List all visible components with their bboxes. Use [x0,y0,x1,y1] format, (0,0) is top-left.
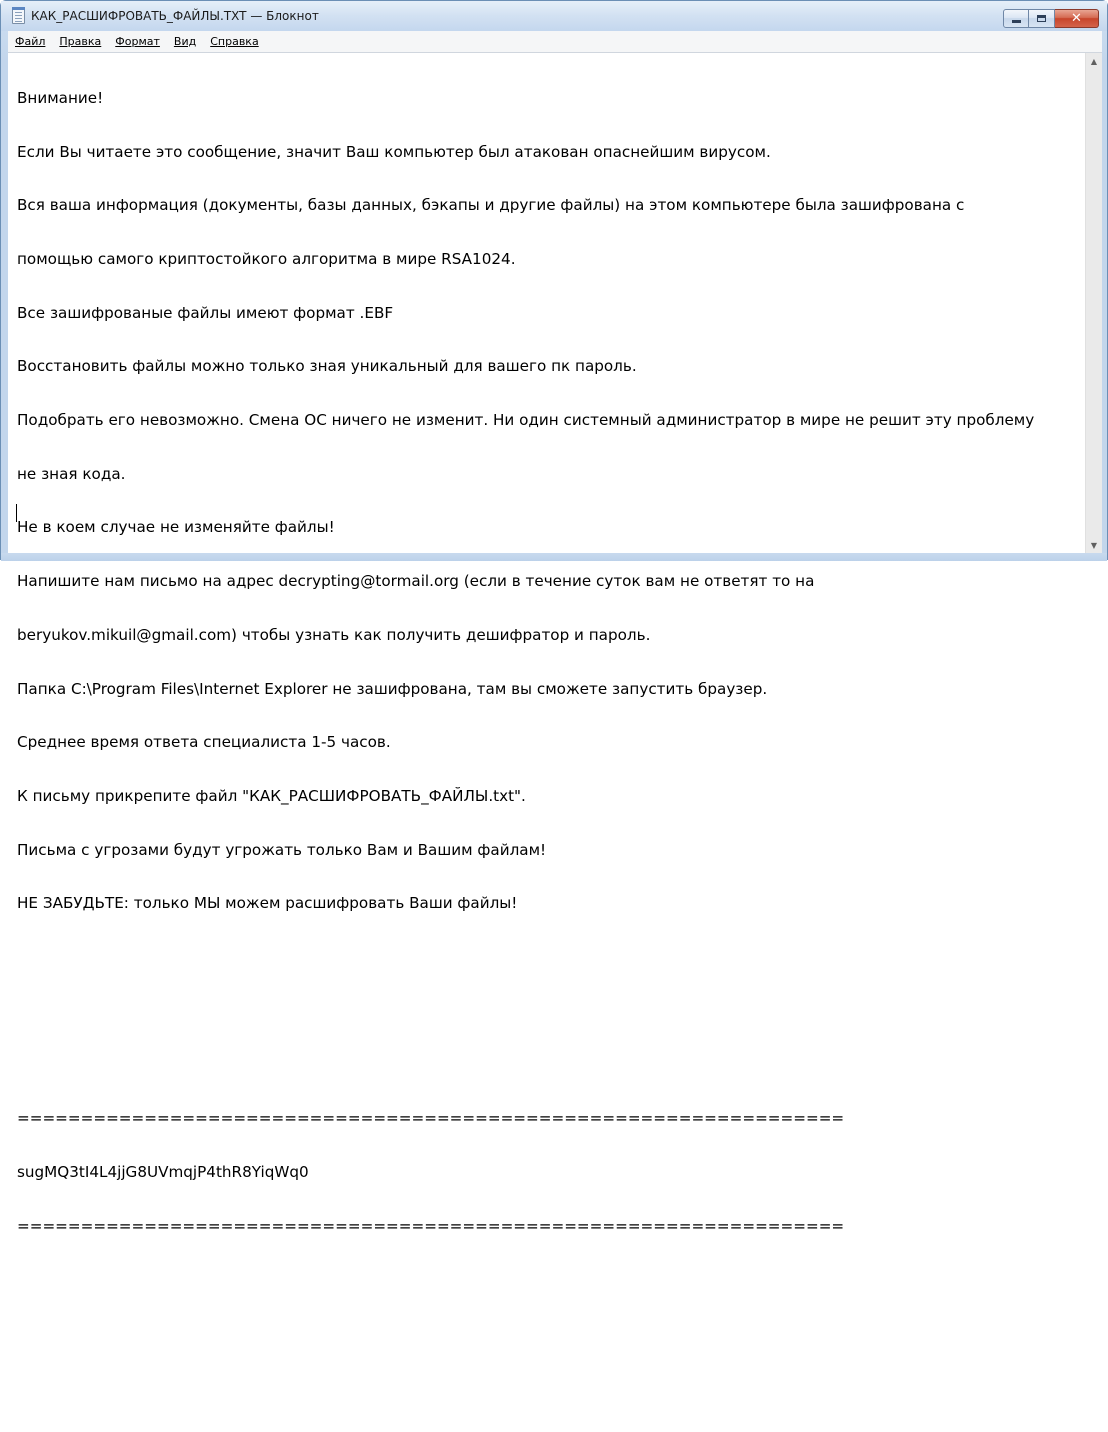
text-line [17,1325,1081,1343]
menu-edit[interactable]: Правка [59,35,102,48]
text-caret [16,504,17,522]
text-line: Вся ваша информация (документы, базы данных, бэкапы и другие файлы) на этом компьютере была зашифрована с [17,196,965,215]
notepad-icon[interactable] [12,8,25,24]
separator-line: ================================================================= [17,1216,845,1235]
text-line [17,1056,1081,1074]
text-line: Не в коем случае не изменяйте файлы! [17,518,335,537]
scroll-up-icon[interactable]: ▲ [1090,56,1098,66]
vertical-scrollbar[interactable] [1085,53,1102,553]
text-line: не зная кода. [17,464,126,483]
text-editor[interactable] [8,52,1102,1235]
window-frame-bottom [1,553,1107,561]
text-line [17,1379,1081,1397]
text-line: Все зашифрованые файлы имеют формат .EBF [17,303,394,322]
menu-bar [8,31,1102,53]
minimize-icon [1012,20,1021,23]
separator-line: ================================================================= [17,1109,845,1128]
close-icon: ✕ [1071,11,1082,26]
text-line: Если Вы читаете это сообщение, значит Ваш компьютер был атакован опаснейшим вирусом. [17,142,771,161]
window-title: КАК_РАСШИФРОВАТЬ_ФАЙЛЫ.TXT — Блокнот [31,9,319,23]
text-line: Среднее время ответа специалиста 1-5 часов. [17,733,391,752]
text-line: Внимание! [17,88,104,107]
text-line: Подобрать его невозможно. Смена ОС ничего не изменит. Ни один системный администратор в мире не решит эту проблему [17,411,1035,430]
title-bar[interactable] [1,1,1107,31]
text-line [17,1271,1081,1289]
maximize-icon [1037,15,1046,22]
text-line: Папка C:\Program Files\Internet Explorer не зашифрована, там вы сможете запустить браузер. [17,679,768,698]
minimize-button[interactable] [1003,9,1029,28]
text-line: К письму прикрепите файл "КАК_РАСШИФРОВАТЬ_ФАЙЛЫ.txt". [17,786,526,805]
text-line: НЕ ЗАБУДЬТЕ: только МЫ можем расшифровать Ваши файлы! [17,894,518,913]
text-line: beryukov.mikuil@gmail.com) чтобы узнать как получить дешифратор и пароль. [17,625,651,644]
menu-help[interactable]: Справка [210,35,259,48]
close-button[interactable] [1055,9,1099,28]
maximize-button[interactable] [1029,9,1055,28]
text-line: Письма с угрозами будут угрожать только Вам и Вашим файлам! [17,840,547,859]
caption-buttons [1003,9,1099,29]
text-line: помощью самого криптостойкого алгоритма в мире RSA1024. [17,249,516,268]
key-line: sugMQ3tI4L4jjG8UVmqjP4thR8YiqWq0 [17,1162,309,1181]
scroll-down-icon[interactable]: ▼ [1090,540,1098,550]
menu-format[interactable]: Формат [115,35,160,48]
text-line [17,1003,1081,1021]
document-text[interactable] [17,54,1081,1235]
text-line: Напишите нам письмо на адрес decrypting@tormail.org (если в течение суток вам не ответят то на [17,572,815,591]
text-line [17,949,1081,967]
menu-view[interactable]: Вид [173,35,197,48]
text-line: Восстановить файлы можно только зная уникальный для вашего пк пароль. [17,357,637,376]
menu-file[interactable]: Файл [15,35,46,48]
